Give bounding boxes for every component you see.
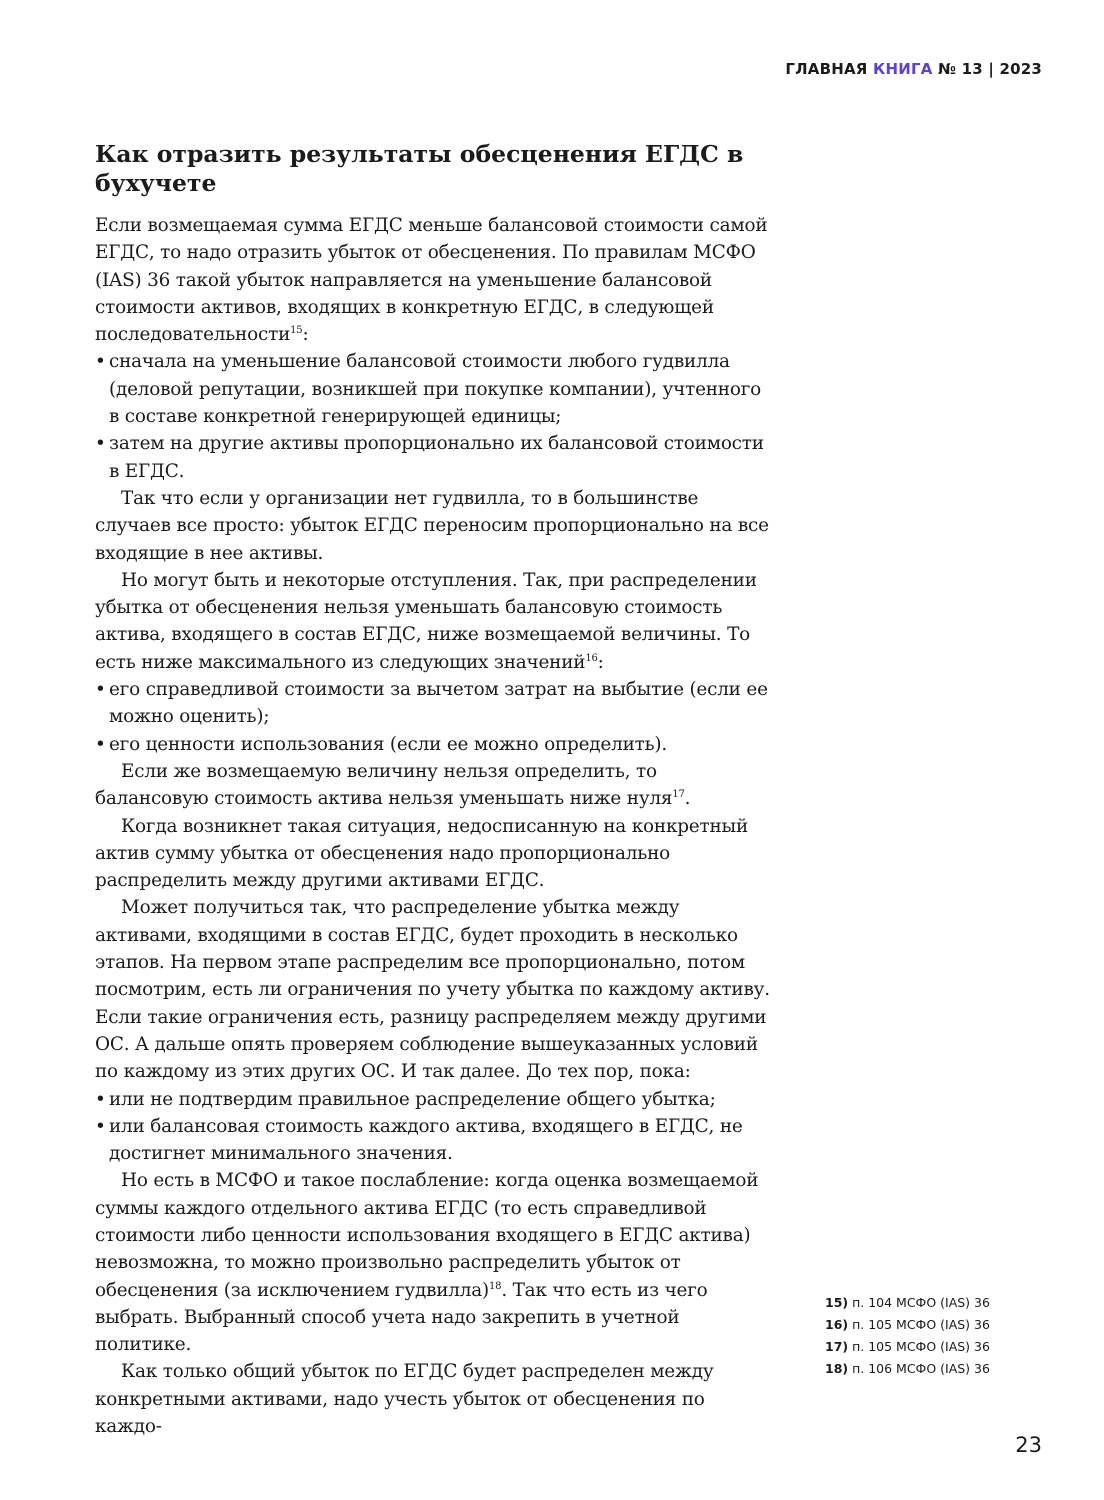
footnote xyxy=(825,1336,1045,1358)
paragraph: Но есть в МСФО и такое послабление: когда оценка возмещаемой суммы каждого отдельного актива ЕГДС (то есть справедливой стоимости либо ценности использования входящего в ЕГДС актива) невозможна, то можно произвольно распределить убыток от обесценения (за исключением гудвилла)$^{18}$. Так что есть из чего выбрать. Выбранный способ учета надо закрепить в учетной политике. xyxy=(95,1170,759,1356)
footnotes xyxy=(825,1292,1045,1380)
paragraph: Так что если у организации нет гудвилла, то в большинстве случаев все просто: убыток ЕГДС переносим пропорционально на все входящие в нее активы. xyxy=(95,487,769,564)
list-item: • его ценности использования (если ее можно определить). xyxy=(95,731,771,758)
footnote-ref[interactable]: 17 xyxy=(672,789,685,801)
page-number: 23 xyxy=(1015,1433,1042,1457)
header-title: ГЛАВНАЯ xyxy=(785,60,868,78)
magazine-header xyxy=(785,60,1042,78)
footnote-number: 18) xyxy=(825,1361,849,1376)
bullet-list xyxy=(95,676,771,758)
footnote xyxy=(825,1314,1045,1336)
list-item: • сначала на уменьшение балансовой стоимости любого гудвилла (деловой репутации, возникшей при покупке компании), учтенного в составе конкретной генерирующей единицы; xyxy=(95,348,771,430)
footnote-text: п. 106 МСФО (IAS) 36 xyxy=(852,1361,990,1376)
footnote-ref[interactable]: 16 xyxy=(585,652,598,664)
paragraph: Если же возмещаемую величину нельзя определить, то балансовую стоимость актива нельзя уменьшать ниже нуля$^{17}$. xyxy=(95,760,691,810)
bullet-list xyxy=(95,1086,771,1168)
paragraph: Как только общий убыток по ЕГДС будет распределен между конкретными активами, надо учесть убыток от обесценения по каждо- xyxy=(95,1361,714,1438)
paragraph: Может получиться так, что распределение убытка между активами, входящими в состав ЕГДС, будет проходить в несколько этапов. На первом этапе распределим все пропорционально, потом посмотрим, есть ли ограничения по учету убытка по каждому активу. Если такие ограничения есть, разницу распределяем между другими ОС. А дальше опять проверяем соблюдение вышеуказанных условий по каждому из этих других ОС. И так далее. До тех пор, пока: xyxy=(95,897,770,1083)
footnote-number: 16) xyxy=(825,1317,849,1332)
list-item: • или балансовая стоимость каждого актива, входящего в ЕГДС, не достигнет минимального значения. xyxy=(95,1113,771,1168)
footnote-text: п. 104 МСФО (IAS) 36 xyxy=(852,1295,990,1310)
list-item: • или не подтвердим правильное распределение общего убытка; xyxy=(95,1086,771,1113)
paragraph: Когда возникнет такая ситуация, недосписанную на конкретный актив сумму убытка от обесценения надо пропорционально распределить между другими активами ЕГДС. xyxy=(95,815,749,892)
list-item: • затем на другие активы пропорционально их балансовой стоимости в ЕГДС. xyxy=(95,430,771,485)
article-body xyxy=(95,212,771,1440)
footnote-text: п. 105 МСФО (IAS) 36 xyxy=(852,1317,990,1332)
section-heading: Как отразить результаты обесценения ЕГДС в бухучете xyxy=(95,140,744,197)
header-title-accent: КНИГА xyxy=(873,60,933,78)
list-item: • его справедливой стоимости за вычетом затрат на выбытие (если ее можно оценить); xyxy=(95,676,771,731)
header-issue: № 13 | 2023 xyxy=(937,60,1042,78)
footnote-number: 15) xyxy=(825,1295,849,1310)
footnote-text: п. 105 МСФО (IAS) 36 xyxy=(852,1339,990,1354)
footnote xyxy=(825,1358,1045,1380)
footnote-ref[interactable]: 15 xyxy=(290,325,303,337)
bullet-list xyxy=(95,348,771,484)
paragraph: Если возмещаемая сумма ЕГДС меньше балансовой стоимости самой ЕГДС, то надо отразить убыток от обесценения. По правилам МСФО (IAS) 36 такой убыток направляется на уменьшение балансовой стоимости активов, входящих в конкретную ЕГДС, в следующей последовательности$^{15}$: xyxy=(95,215,768,346)
footnote xyxy=(825,1292,1045,1314)
footnote-number: 17) xyxy=(825,1339,849,1354)
footnote-ref[interactable]: 18 xyxy=(489,1280,502,1292)
paragraph: Но могут быть и некоторые отступления. Так, при распределении убытка от обесценения нельзя уменьшать балансовую стоимость актива, входящего в состав ЕГДС, ниже возмещаемой величины. То есть ниже максимального из следующих значений$^{16}$: xyxy=(95,569,757,673)
